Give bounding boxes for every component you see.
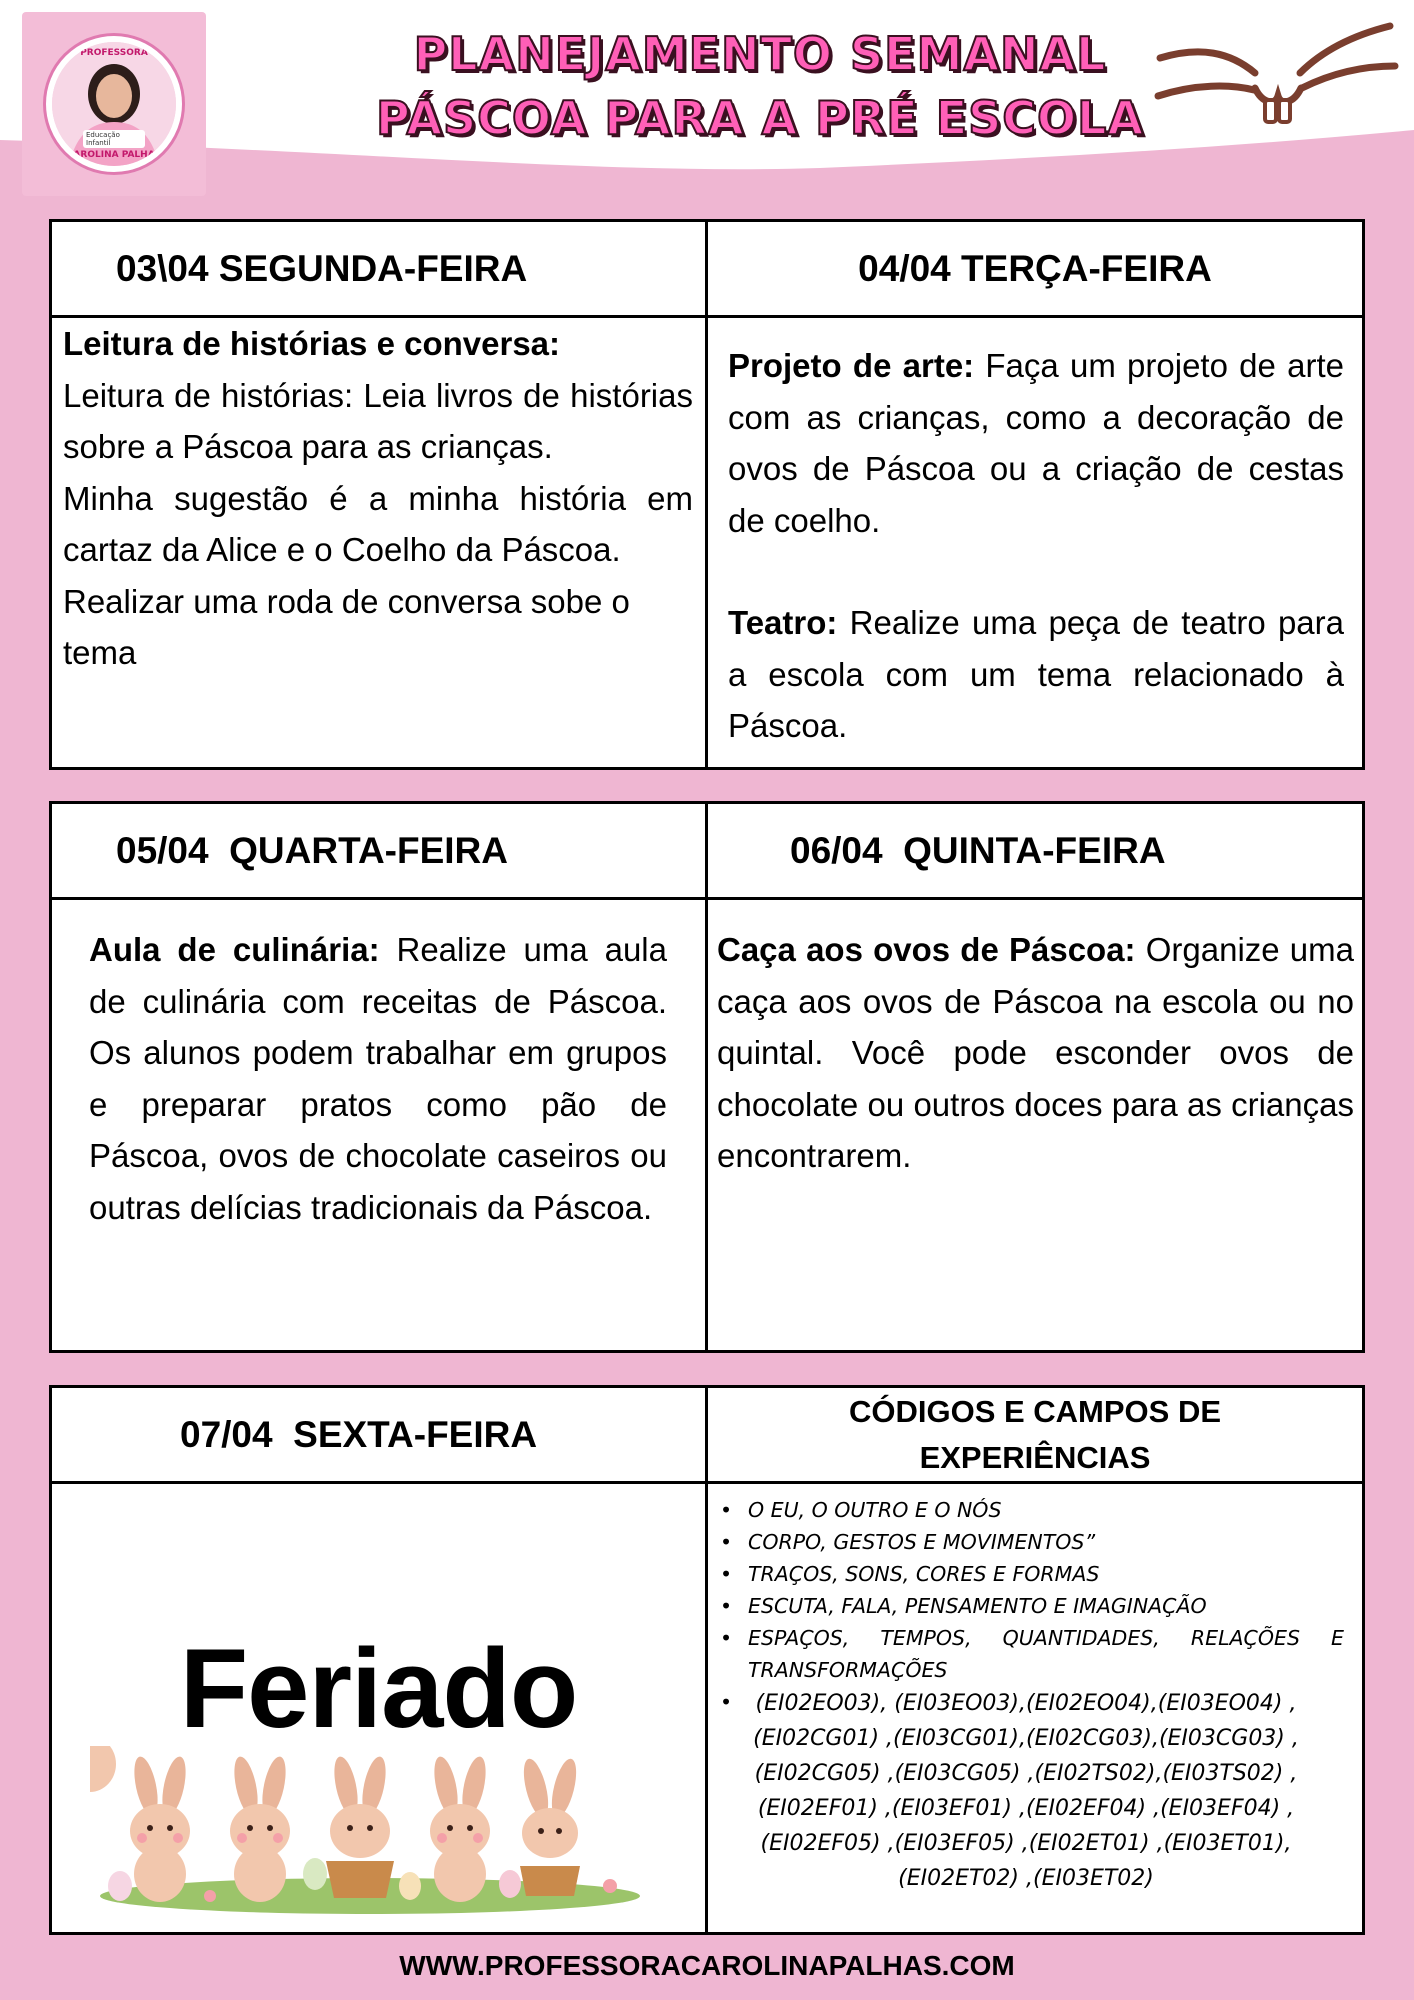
thursday-paragraph: Caça aos ovos de Páscoa: Organize uma caça aos ovos de Páscoa na escola ou no quintal. Você pode esconder ovos de chocolate ou outros doces para as crianças encontrarem. bbox=[717, 931, 1355, 1174]
wednesday-content bbox=[52, 900, 708, 1350]
list-item: • CORPO, GESTOS E MOVIMENTOS” bbox=[708, 1526, 1344, 1558]
friday-content bbox=[52, 1484, 708, 1932]
tuesday-content bbox=[708, 318, 1362, 767]
tuesday-paragraph-2: Teatro: Realize uma peça de teatro para a escola com um tema relacionado à Páscoa. bbox=[728, 604, 1344, 744]
logo-avatar bbox=[46, 36, 182, 172]
page-title bbox=[340, 22, 1180, 150]
codes-line: (EI02EF05) ,(EI03EF05) ,(EI02ET01) ,(EI03ET01), bbox=[760, 1831, 1292, 1856]
thursday-header bbox=[708, 804, 1362, 900]
list-item: • ESPAÇOS, TEMPOS, QUANTIDADES, RELAÇÕES E TRANSFORMAÇÕES bbox=[708, 1622, 1344, 1686]
tuesday-paragraph-1: Projeto de arte: Faça um projeto de arte com as crianças, como a decoração de ovos de Páscoa ou a criação de cestas de coelho. bbox=[728, 347, 1344, 539]
list-item: • ESCUTA, FALA, PENSAMENTO E IMAGINAÇÃO bbox=[708, 1590, 1344, 1622]
monday-heading: 03\04 SEGUNDA-FEIRA bbox=[116, 247, 528, 289]
tuesday-heading: 04/04 TERÇA-FEIRA bbox=[858, 247, 1212, 289]
codes-header bbox=[708, 1388, 1362, 1484]
footer-url: WWW.PROFESSORACAROLINAPALHAS.COM bbox=[399, 1950, 1015, 1981]
monday-paragraph-3: Realizar uma roda de conversa sobe o tema bbox=[63, 582, 630, 671]
codes-line: (EI02CG05) ,(EI03CG05) ,(EI02TS02),(EI03TS02) , bbox=[754, 1761, 1298, 1786]
experience-fields-list bbox=[708, 1494, 1344, 1686]
codes-line: (EI02CG01) ,(EI03CG01),(EI02CG03),(EI03CG03) , bbox=[753, 1726, 1299, 1751]
week-table-3 bbox=[49, 1385, 1365, 1935]
monday-paragraph-2: Minha sugestão é a minha história em cartaz da Alice e o Coelho da Páscoa. bbox=[63, 479, 693, 568]
monday-content bbox=[52, 318, 708, 767]
codes-line: (EI02EO03), (EI03EO03),(EI02EO04),(EI03EO04) , bbox=[755, 1691, 1297, 1716]
logo-badge: Educação Infantil bbox=[83, 130, 145, 148]
bunnies-illustration bbox=[90, 1746, 650, 1916]
logo-bottom-text: CAROLINA PALHAS bbox=[66, 150, 162, 160]
bunny-whiskers-icon bbox=[1150, 18, 1400, 138]
week-table-2 bbox=[49, 801, 1365, 1353]
monday-paragraph-1: Leitura de histórias: Leia livros de histórias sobre a Páscoa para as crianças. bbox=[63, 376, 693, 465]
thursday-content bbox=[708, 900, 1362, 1350]
holiday-label: Feriado bbox=[179, 1626, 578, 1751]
wednesday-heading: 05/04 QUARTA-FEIRA bbox=[116, 829, 508, 871]
codes-content bbox=[708, 1484, 1362, 1932]
thursday-heading: 06/04 QUINTA-FEIRA bbox=[790, 829, 1166, 871]
monday-header bbox=[52, 222, 708, 318]
codes-line: (EI02EF01) ,(EI03EF01) ,(EI02EF04) ,(EI03EF04) , bbox=[757, 1796, 1295, 1821]
friday-header bbox=[52, 1388, 708, 1484]
bncc-codes bbox=[708, 1686, 1344, 1896]
friday-heading: 07/04 SEXTA-FEIRA bbox=[180, 1413, 538, 1455]
logo-top-text: PROFESSORA bbox=[80, 48, 148, 58]
wednesday-paragraph: Aula de culinária: Realize uma aula de culinária com receitas de Páscoa. Os alunos podem trabalhar em grupos e preparar pratos como pão de Páscoa, ovos de chocolate caseiros ou outras delícias tradicionais da Páscoa. bbox=[89, 931, 667, 1226]
list-item: • O EU, O OUTRO E O NÓS bbox=[708, 1494, 1344, 1526]
wednesday-header bbox=[52, 804, 708, 900]
codes-heading: CÓDIGOS E CAMPOS DE EXPERIÊNCIAS bbox=[848, 1393, 1222, 1475]
codes-line: (EI02ET02) ,(EI03ET02) bbox=[898, 1866, 1154, 1891]
monday-title: Leitura de histórias e conversa: bbox=[63, 325, 561, 362]
week-table-1 bbox=[49, 219, 1365, 770]
tuesday-header bbox=[708, 222, 1362, 318]
title-line-2: PÁSCOA PARA A PRÉ ESCOLA bbox=[375, 91, 1145, 145]
list-item: • TRAÇOS, SONS, CORES E FORMAS bbox=[708, 1558, 1344, 1590]
logo bbox=[22, 12, 206, 196]
title-line-1: PLANEJAMENTO SEMANAL bbox=[413, 27, 1107, 81]
